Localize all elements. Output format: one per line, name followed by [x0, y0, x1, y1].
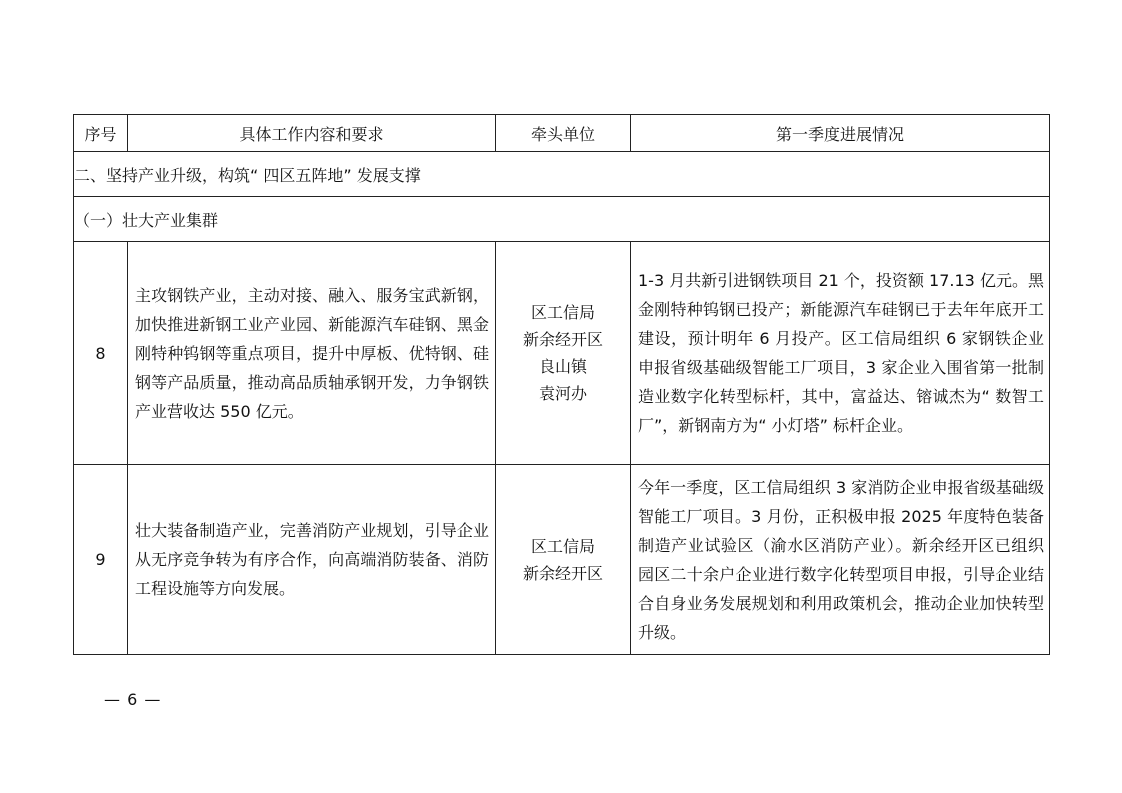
table-row — [74, 465, 1050, 655]
section-title: 二、坚持产业升级，构筑“ 四区五阵地” 发展支撑 — [74, 152, 1050, 197]
row-progress: 今年一季度，区工信局组织 3 家消防企业申报省级基础级智能工厂项目。3 月份，正积极申报 2025 年度特色装备制造产业试验区（渝水区消防产业）。新余经开区已组织园区二十余户企业进行数字化转型项目申报，引导企业结合自身业务发展规划和利用政策机会，推动企业加快转型升级。 — [631, 465, 1050, 655]
table-header-row — [74, 115, 1050, 152]
header-lead-unit: 牵头单位 — [496, 115, 631, 152]
row-index: 9 — [74, 465, 128, 655]
row-progress: 1-3 月共新引进钢铁项目 21 个，投资额 17.13 亿元。黑金刚特种钨钢已投产；新能源汽车硅钢已于去年年底开工建设，预计明年 6 月投产。区工信局组织 6 家钢铁企业申报省级基础级智能工厂项目，3 家企业入围省第一批制造业数字化转型标杆，其中，富益达、镕诚杰为“ 数智工厂”，新钢南方为“ 小灯塔” 标杆企业。 — [631, 242, 1050, 465]
row-content: 壮大装备制造产业，完善消防产业规划，引导企业从无序竞争转为有序合作，向高端消防装备、消防工程设施等方向发展。 — [128, 465, 496, 655]
row-lead-units — [496, 242, 631, 465]
lead-unit: 袁河办 — [538, 384, 587, 403]
header-progress: 第一季度进展情况 — [631, 115, 1050, 152]
lead-unit: 新余经开区 — [522, 563, 603, 583]
lead-unit: 良山镇 — [538, 357, 587, 376]
section-row — [74, 152, 1050, 197]
header-index: 序号 — [74, 115, 128, 152]
row-lead-units — [496, 465, 631, 655]
work-progress-table — [73, 114, 1050, 655]
subsection-title: （一）壮大产业集群 — [74, 197, 1050, 242]
table-row — [74, 242, 1050, 465]
lead-unit: 新余经开区 — [522, 330, 603, 349]
lead-unit: 区工信局 — [530, 536, 595, 556]
subsection-row — [74, 197, 1050, 242]
page-number: — 6 — — [104, 690, 162, 709]
lead-unit: 区工信局 — [530, 303, 595, 322]
row-index: 8 — [74, 242, 128, 465]
row-content: 主攻钢铁产业，主动对接、融入、服务宝武新钢，加快推进新钢工业产业园、新能源汽车硅钢、黑金刚特种钨钢等重点项目，提升中厚板、优特钢、硅钢等产品质量，推动高品质轴承钢开发，力争钢铁产业营收达 550 亿元。 — [128, 242, 496, 465]
header-content: 具体工作内容和要求 — [128, 115, 496, 152]
